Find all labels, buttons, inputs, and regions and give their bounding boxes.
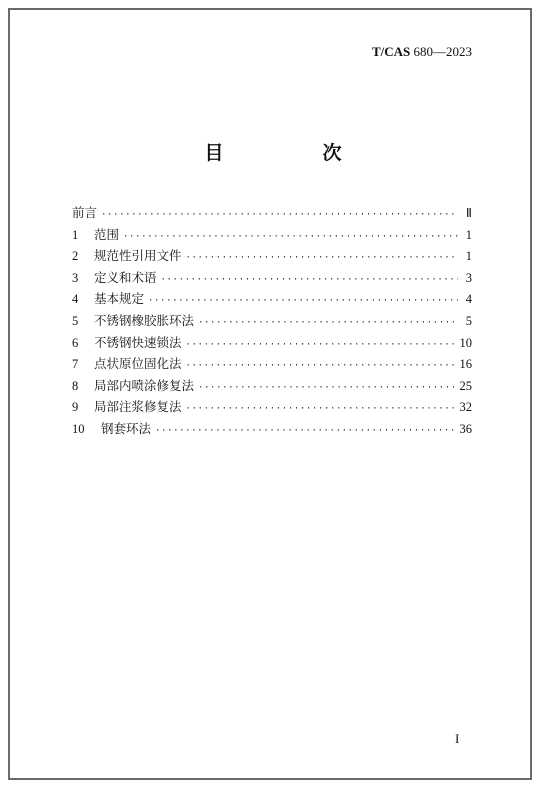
toc-entry-page: 16 [459, 357, 472, 372]
toc-leader-dots [101, 210, 458, 220]
toc-entry-page: 1 [465, 227, 472, 242]
toc-entry-4[interactable] [72, 289, 472, 311]
toc-entry-label: 前言 [72, 205, 98, 220]
toc-entry-number: 2 [72, 249, 79, 264]
toc-leader-dots [186, 404, 456, 414]
toc-leader-dots [186, 253, 458, 263]
toc-entry-label: 不锈钢快速锁法 [94, 334, 182, 350]
document-code [372, 44, 472, 60]
toc-entry-number: 3 [72, 270, 79, 285]
toc-entry-label: 局部注浆修复法 [94, 399, 182, 415]
toc-leader-dots [198, 383, 455, 393]
toc-entry-label: 基本规定 [94, 291, 145, 307]
document-code-number: 680—2023 [413, 44, 472, 59]
toc-entry-page: 4 [465, 292, 472, 307]
toc-leader-dots [148, 296, 458, 306]
page-number: I [455, 731, 460, 746]
toc-entry-label: 范围 [94, 226, 120, 242]
toc-entry-number: 4 [72, 292, 79, 307]
toc-entry-page: 5 [465, 313, 472, 328]
toc-entry-6[interactable] [72, 333, 472, 355]
toc-leader-dots [161, 275, 458, 285]
toc-entry-3[interactable] [72, 268, 472, 290]
toc-entry-9[interactable] [72, 397, 472, 419]
document-code-prefix: T/CAS [371, 44, 411, 59]
toc-entry-page: 25 [459, 378, 472, 393]
toc-leader-dots [198, 318, 458, 328]
toc-entry-number: 9 [72, 400, 79, 415]
toc-entry-number: 7 [72, 357, 79, 372]
toc-entry-1[interactable] [72, 225, 472, 247]
toc-entry-10[interactable] [72, 419, 472, 441]
toc-leader-dots [186, 361, 456, 371]
toc-entry-page: 10 [459, 335, 472, 350]
toc-entry-number: 8 [72, 378, 79, 393]
toc-entry-page: 3 [465, 270, 472, 285]
toc-entry-page: 36 [459, 421, 472, 436]
toc-entry-page: Ⅱ [465, 206, 472, 220]
toc-entry-label: 不锈钢橡胶胀环法 [94, 312, 195, 328]
toc-entry-8[interactable] [72, 376, 472, 398]
toc-leader-dots [123, 232, 458, 242]
toc-entry-2[interactable] [72, 246, 472, 268]
toc-entry-7[interactable] [72, 354, 472, 376]
toc-title: 目 次 [204, 142, 382, 164]
toc-entry-label: 点状原位固化法 [94, 356, 182, 372]
toc-entry-label: 钢套环法 [101, 420, 152, 436]
toc-entry-5[interactable] [72, 311, 472, 333]
toc-entry-number: 1 [72, 227, 79, 242]
toc-entry-number: 10 [72, 421, 85, 436]
toc-entry-label: 局部内喷涂修复法 [94, 377, 195, 393]
table-of-contents [72, 203, 472, 441]
toc-leader-dots [186, 340, 456, 350]
toc-entry-foreword[interactable] [72, 203, 472, 225]
toc-entry-number: 6 [72, 335, 79, 350]
toc-entry-label: 规范性引用文件 [94, 248, 182, 264]
toc-entry-number: 5 [72, 313, 79, 328]
toc-entry-label: 定义和术语 [94, 269, 157, 285]
toc-entry-page: 32 [459, 400, 472, 415]
toc-leader-dots [155, 426, 455, 436]
toc-entry-page: 1 [465, 249, 472, 264]
